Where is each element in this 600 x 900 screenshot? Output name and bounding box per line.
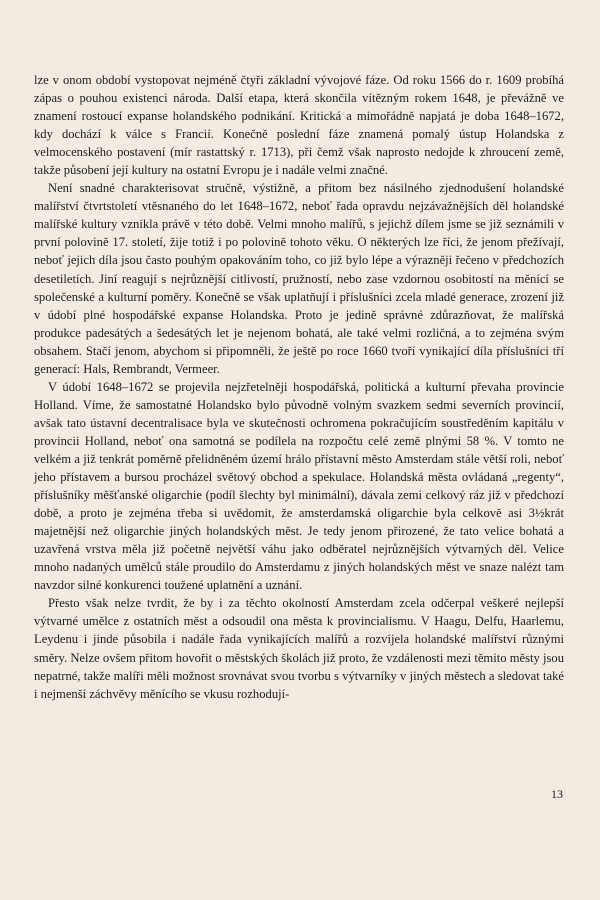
page-number: 13 <box>551 787 563 801</box>
body-text <box>34 71 564 703</box>
paragraph-1: lze v onom období vystopovat nejméně čtyři základní vývojové fáze. Od roku 1566 do r. 1609 probíhá zápas o pouhou existenci národa. Další etapa, která skončila vítězným rokem 1648, je převážně ve znamení rostoucí expanse holandského podnikání. Kritická a mimořádně napjatá je doba 1648–1672, kdy dochází k válce s Francií. Konečně poslední fáze znamená pomalý ústup Holandska z velmocenského postavení (mír rastattský r. 1713), při čemž však naprosto nedojde k zhroucení země, takže působení její kultury na ostatní Evropu je i nadále velmi značné. <box>34 73 564 178</box>
paragraph-2: Není snadné charakterisovat stručně, výstižně, a přitom bez násilného zjednodušení holandské malířství čtvrtstoletí vtěsnaného do let 1648–1672, neboť řada opravdu nejzávažnějších děl holandské malířské kultury vznikla právě v této době. Velmi mnoho malířů, s jejichž dílem jsme se již seznámili v první polovině 17. století, žije totiž i po polovině tohoto věku. O některých lze říci, že jenom přežívají, neboť jejich díla jsou často pouhým opakováním toho, co již bylo lépe a výrazněji řečeno v předchozích desetiletích. Jiní reagují s nejrůznější citlivostí, pružností, nebo zase vzdornou osobitostí na měnící se společenské a kulturní poměry. Konečně se však uplatňují i příslušníci zcela mladé generace, zrození již v údobí plné hospodářské expanse Holandska. Proto je jedině správné zdůrazňovat, že malířská produkce padesátých a šedesátých let je nejenom bohatá, ale také velmi rozličná, a to zejména svým obsahem. Stačí jenom, abychom si připomněli, že ještě po roce 1660 tvoří vynikající díla příslušníci tří generací: Hals, Rembrandt, Vermeer. <box>34 181 564 376</box>
paragraph-4: Přesto však nelze tvrdit, že by i za těchto okolností Amsterdam zcela odčerpal veškeré nejlepší výtvarné umělce z ostatních měst a odsoudil ona města k provincialismu. V Haagu, Delfu, Haarlemu, Leydenu i jinde působila i nadále řada vynikajících malířů a rozvíjela holandské malířství různými směry. Nelze ovšem přitom hovořit o městských školách již proto, že vzdálenosti mezi těmito městy jsou nepatrné, takže malíři měli možnost srovnávat svou tvorbu s výtvarníky v jiných městech a sledovat také i nejmenší záchvěvy měnícího se vkusu rozhodují- <box>34 596 564 701</box>
paragraph-3: V údobí 1648–1672 se projevila nejzřetelněji hospodářská, politická a kulturní převaha provincie Holland. Víme, že samostatné Holandsko bylo původně volným svazkem sedmi severních provincií, avšak tato ústavní decentralisace byla ve skutečnosti ochromena pokračujícím soustředěním kapitálu v provincii Holland, neboť ona samotná se podílela na rozpočtu celé země plnými 58 %. V tomto ne velkém a již tenkrát poměrně přelidněném území hrálo přístavní město Amsterdam stále větší roli, neboť jeho přístavem a bursou procházel světový obchod a spekulace. Holandská města ovládaná „regenty“, příslušníky měšťanské oligarchie (podíl šlechty byl minimální), dávala zemi celkový ráz již v předchozí době, a proto je zejména třeba si uvědomit, že amsterdamská oligarchie byla celkově asi 3½krát majetnější než oligarchie jiných holandských měst. Je tedy jenom přirozené, že tato velice bohatá a uzavřená vrstva měla již početně největší váhu jako odběratel nejrůznějších výtvarných děl. Velice mnoho nadaných umělců stále proudilo do Amsterdamu z jiných holandských měst ve snaze nalézt tam navzdor silné konkurenci toužené uplatnění a uznání. <box>34 379 564 593</box>
